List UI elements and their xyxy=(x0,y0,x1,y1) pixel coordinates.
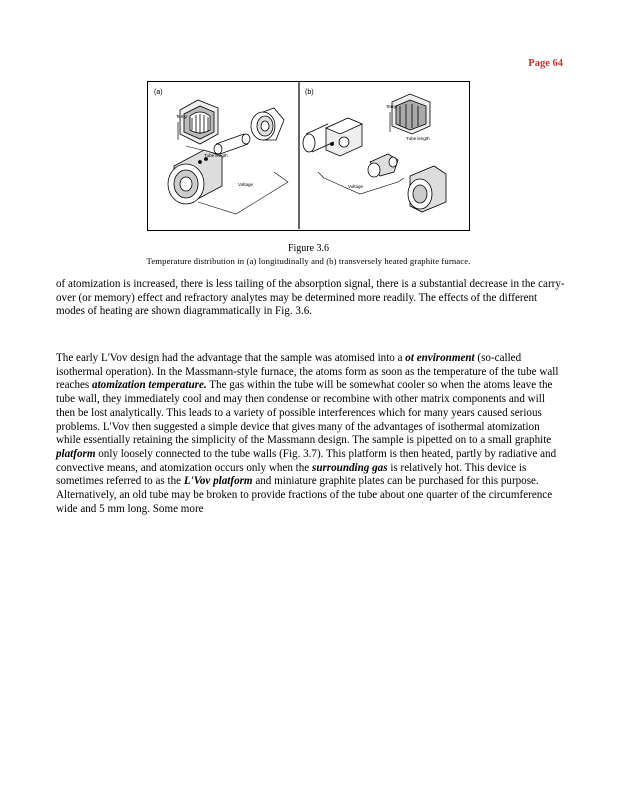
p2-keyword-hot-environment: ot environment xyxy=(405,352,475,364)
p2-text-6: and miniature graphite plates can be purchased for this purpose. Alternatively, an old tube may be broken to provide fractions of the tube about one quarter of the circumference wide and 5 mm long. Some more xyxy=(56,475,553,515)
b-tube-length-label: Tube length xyxy=(406,136,430,141)
p2-keyword-surrounding-gas: surrounding gas xyxy=(312,461,388,474)
figure-caption: Temperature distribution in (a) longitudinally and (b) transversely heated graphite furnace. xyxy=(146,256,471,266)
p2-text-4: only loosely connected to the tube walls (Fig. 3.7). This platform is then heated, partly by radiative and convective means, and atomization occurs only when the xyxy=(56,447,557,474)
furnace-diagram xyxy=(148,82,468,229)
b-temp-label: Temp xyxy=(386,104,398,109)
panel-b-label: (b) xyxy=(305,89,314,96)
figure-3-6 xyxy=(147,81,470,231)
p2-text-5: is relatively hot. This device is sometimes referred to as the xyxy=(56,461,527,488)
figure-title: Figure 3.6 xyxy=(287,243,330,254)
p2-keyword-platform: platform xyxy=(56,447,96,460)
paragraph-2 xyxy=(56,352,566,516)
a-tube-length-label: Tube length xyxy=(204,153,228,158)
paragraph-2-text xyxy=(56,352,566,516)
paragraph-1 xyxy=(56,278,566,319)
a-temp-label: Temp xyxy=(176,114,188,119)
p2-text-1: The early L'Vov design had the advantage that the sample was atomised into a xyxy=(56,352,406,364)
p2-keyword-lvov-platform: L'Vov platform xyxy=(183,475,253,488)
panel-b-drawing xyxy=(303,94,446,212)
panel-a-label: (a) xyxy=(154,89,163,96)
p2-text-3: The gas within the tube will be somewhat cooler so when the atoms leave the tube wall, they immediately cool and may then condense or recombine with other matrix components and will then be lost analytically. This leads to a variety of possible interferences which for many years caused serious problems. L'Vov then suggested a simple device that gives many of the advantages of isothermal atomization while essentially retaining the simplicity of the Massmann design. The sample is pipetted on to a small graphite xyxy=(56,379,553,447)
paragraph-1-text: of atomization is increased, there is less tailing of the absorption signal, there is a substantial decrease in the carry-over (or memory) effect and refractory analytes may be determined more readily. The effects of the different modes of heating are shown diagrammatically in Fig. 3.6. xyxy=(56,278,565,318)
page-number: Page 64 xyxy=(528,58,563,69)
p2-keyword-atomization-temperature: atomization temperature. xyxy=(92,379,207,392)
p2-text-2: (so-called isothermal operation). In the Massmann-style furnace, the atoms form as soon as the temperature of the tube wall reaches xyxy=(56,352,559,392)
a-voltage-label: Voltage xyxy=(238,182,254,187)
b-voltage-label: Voltage xyxy=(348,184,364,189)
